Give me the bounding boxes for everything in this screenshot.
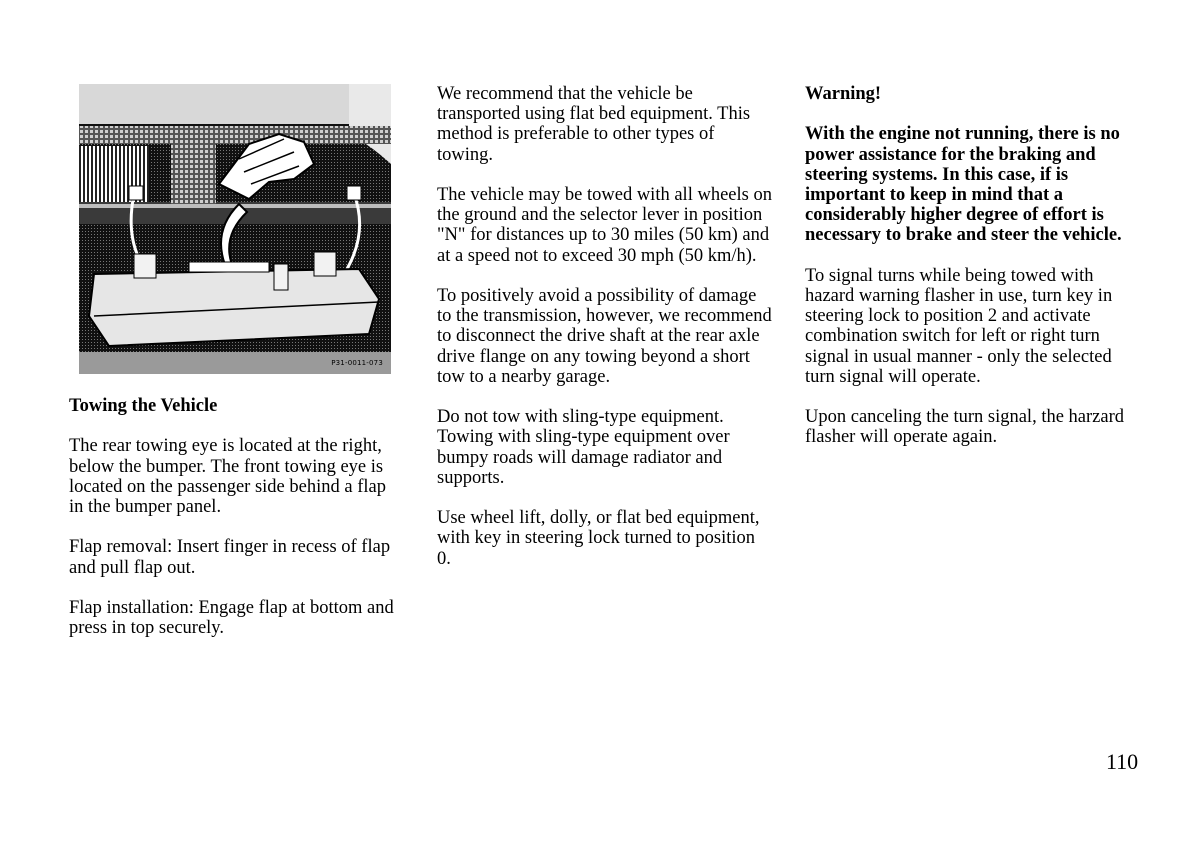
page-number: 110 bbox=[1106, 749, 1139, 774]
paragraph-flap-removal: Flap removal: Insert finger in recess of flap and pull flap out. bbox=[69, 537, 391, 578]
paragraph-flat-bed: We recommend that the vehicle be transported using flat bed equipment. This method is preferable to other types of towing. bbox=[437, 84, 751, 165]
figure-code: P31-0011-073 bbox=[331, 358, 383, 367]
warning-text: With the engine not running, there is no power assistance for the braking and steering systems. In this case, if is important to keep in mind that a considerably higher degree of effort is necessary to brake and steer the vehicle. bbox=[805, 124, 1122, 246]
section-heading: Towing the Vehicle bbox=[69, 396, 218, 416]
paragraph-cancel-signal: Upon canceling the turn signal, the harzard flasher will operate again. bbox=[805, 407, 1125, 448]
column-left bbox=[69, 84, 399, 659]
warning-title: Warning! bbox=[805, 84, 882, 104]
column-middle bbox=[437, 84, 772, 589]
column-right bbox=[805, 84, 1135, 468]
bumper-flap-drawing bbox=[79, 84, 391, 374]
paragraph-wheel-lift: Use wheel lift, dolly, or flat bed equipment, with key in steering lock turned to position 0. bbox=[437, 508, 760, 569]
paragraph-drive-shaft: To positively avoid a possibility of damage to the transmission, however, we recommend to disconnect the drive shaft at the rear axle drive flange on any towing beyond a short tow to a nearby garage. bbox=[437, 286, 772, 387]
paragraph-sling-type: Do not tow with sling-type equipment. Towing with sling-type equipment over bumpy roads will damage radiator and supports. bbox=[437, 407, 730, 488]
paragraph-towed-wheels: The vehicle may be towed with all wheels on the ground and the selector lever in position "N" for distances up to 30 miles (50 km) and at a speed not to exceed 30 mph (50 km/h). bbox=[437, 185, 772, 266]
bumper-flap-illustration bbox=[79, 84, 391, 374]
paragraph-turn-signal: To signal turns while being towed with hazard warning flasher in use, turn key in steering lock to position 2 and activate combination switch for left or right turn signal in usual manner - only the selected turn signal will operate. bbox=[805, 265, 1113, 387]
paragraph-towing-eye: The rear towing eye is located at the right, below the bumper. The front towing eye is located on the passenger side behind a flap in the bumper panel. bbox=[69, 436, 386, 517]
paragraph-flap-installation: Flap installation: Engage flap at bottom and press in top securely. bbox=[69, 597, 394, 639]
